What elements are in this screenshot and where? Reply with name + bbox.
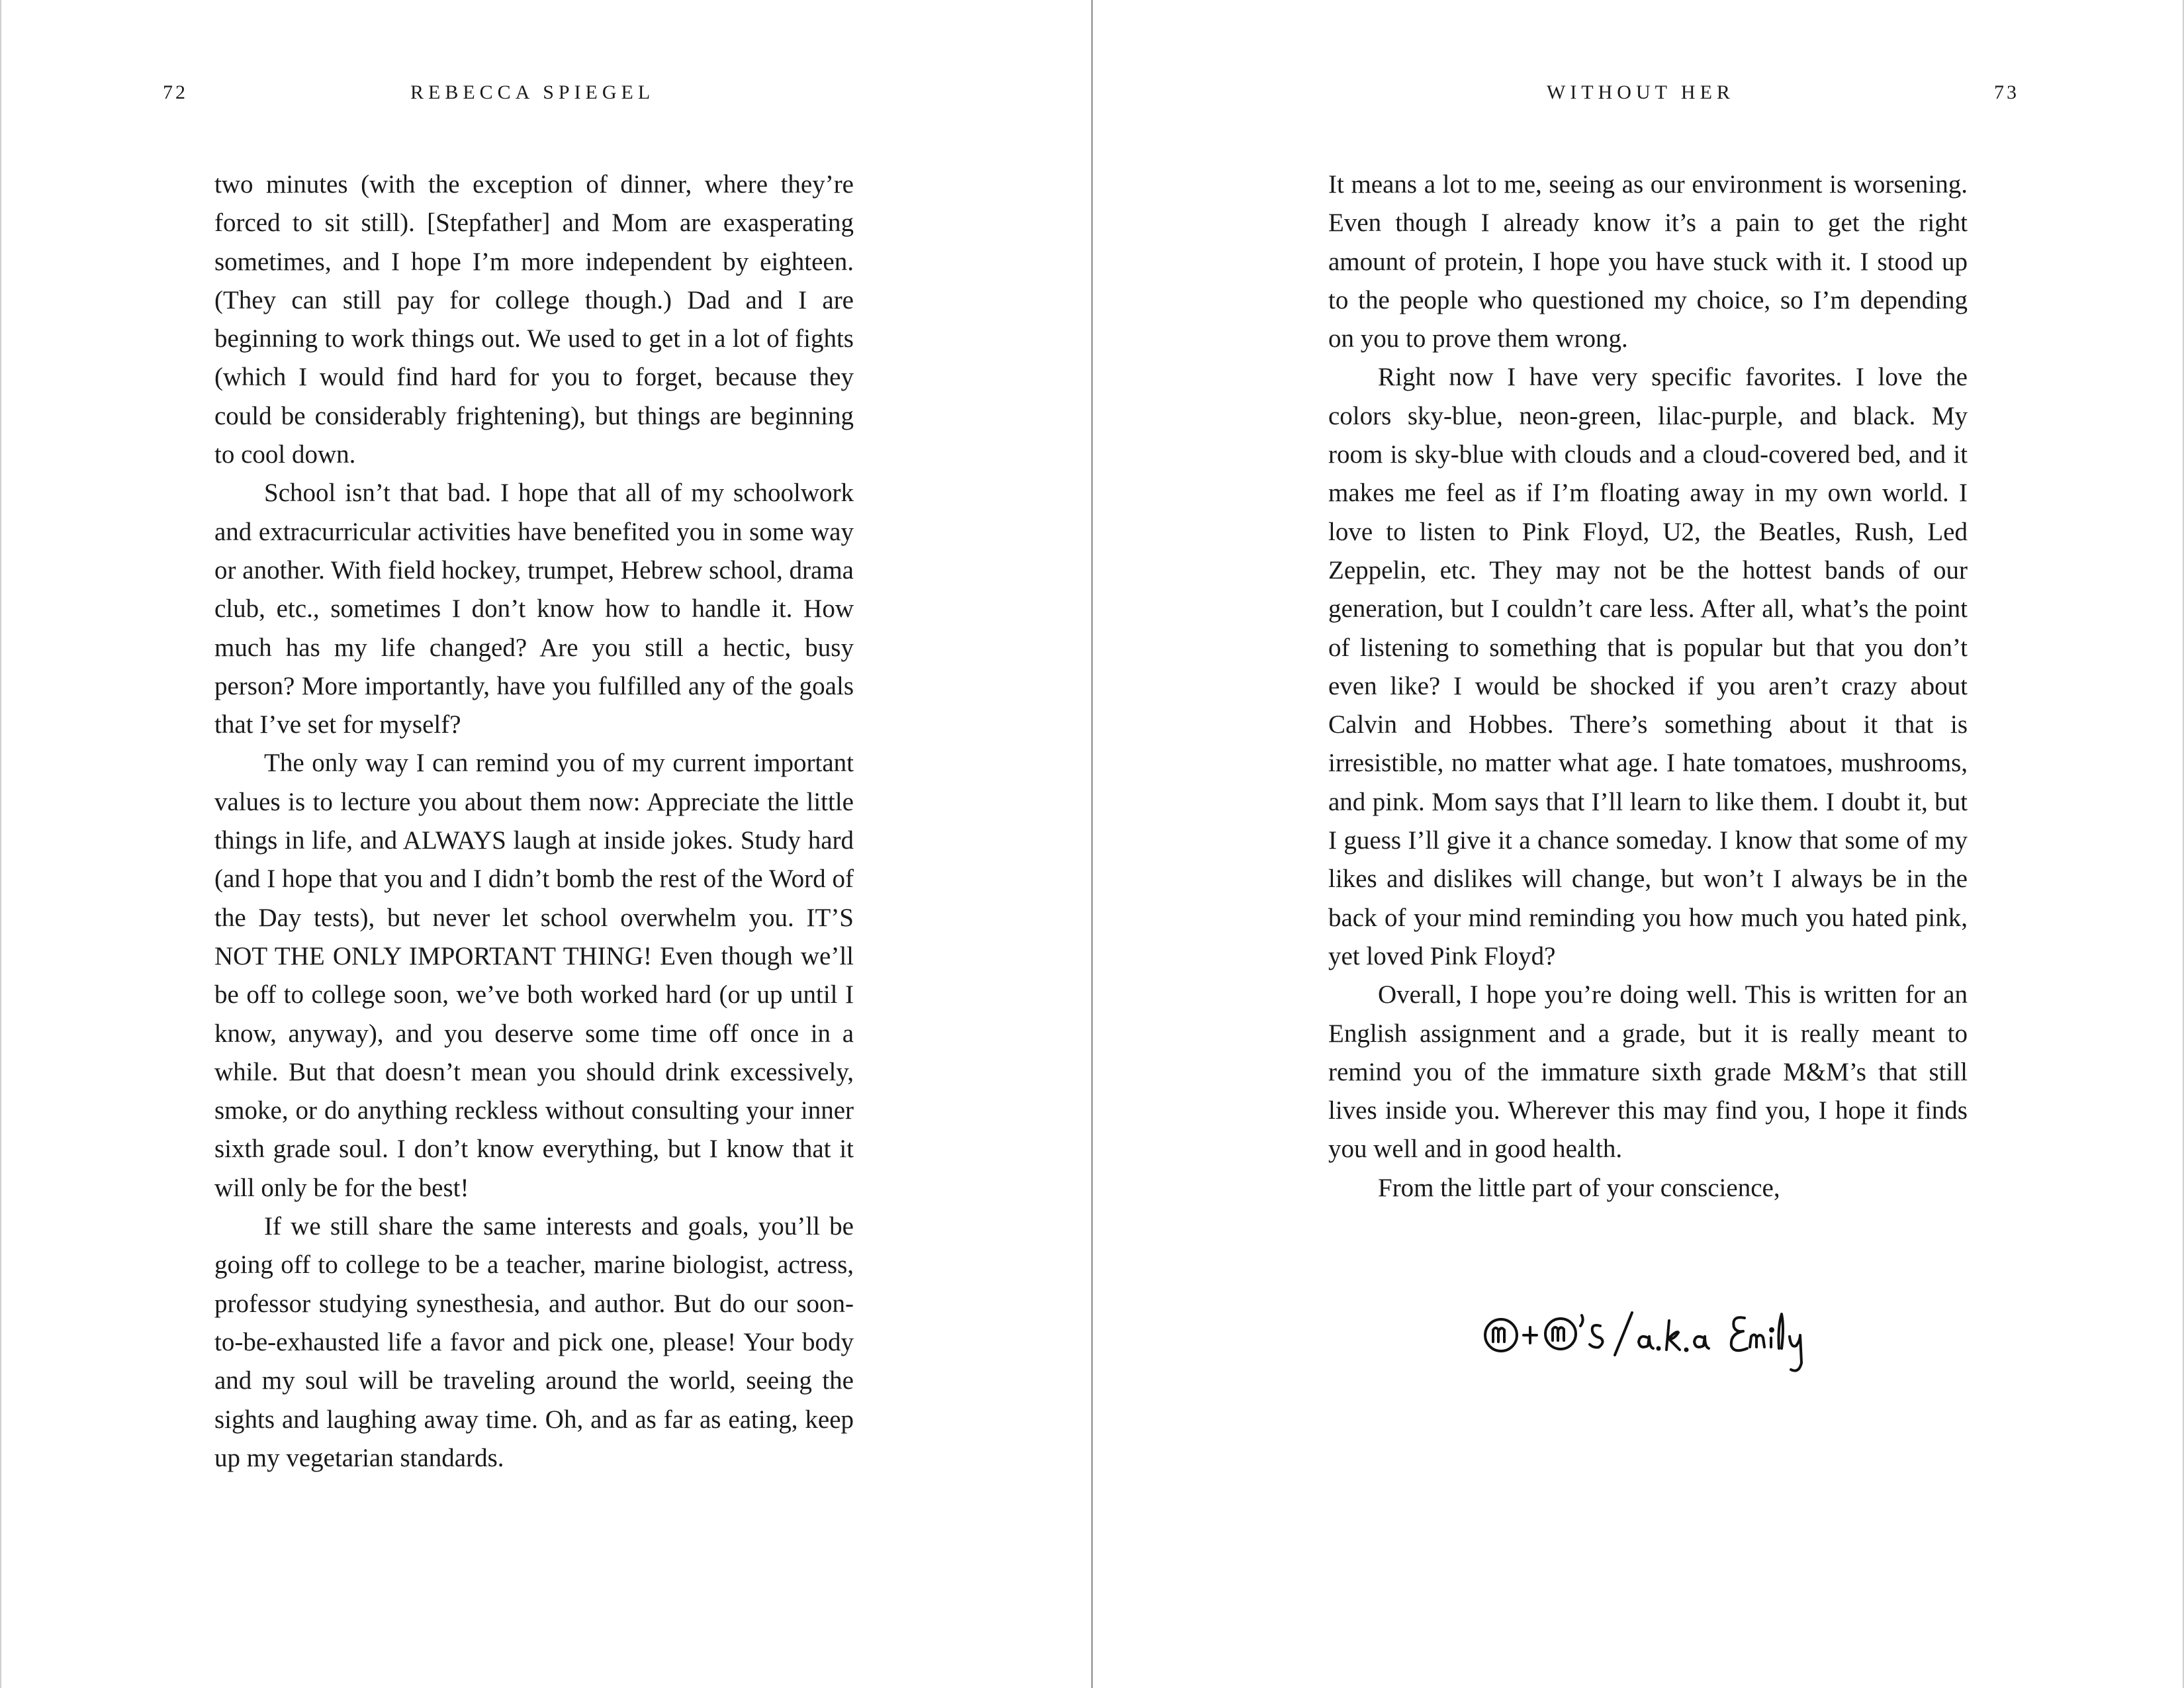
page-number-right: 73 xyxy=(1994,81,2019,103)
left-page xyxy=(0,0,1091,1688)
paragraph: If we still share the same interests and goals, you’ll be going off to college to be a teacher, marine biologist, actress, professor studying synesthesia, and author. But do our soon-to-be-exhausted life a favor and pick one, please! Your body and my soul will be traveling around the world, seeing the sights and laughing away time. Oh, and as far as eating, keep up my vegetarian standards. xyxy=(214,1212,854,1472)
paragraph: two minutes (with the exception of dinner, where they’re forced to sit still). [Stepfather] and Mom are exasperating sometimes, and I hope I’m more independent by eighteen. (They can still pay for college though.) Dad and I are beginning to work things out. We used to get in a lot of fights (which I would find hard for you to forget, because they could be considerably frightening), but things are beginning to cool down. xyxy=(214,170,854,469)
page-number-left: 72 xyxy=(163,81,188,103)
right-text-block xyxy=(1328,165,1968,1207)
handwritten-signature xyxy=(1482,1301,1827,1387)
running-head-title: WITHOUT HER xyxy=(1547,81,1735,103)
running-head-author: REBECCA SPIEGEL xyxy=(410,81,655,103)
paragraph: Right now I have very specific favorites. I love the colors sky-blue, neon-green, lilac-purple, and black. My room is sky-blue with clouds and a cloud-covered bed, and it makes me feel as if I’m floating away in my own world. I love to listen to Pink Floyd, U2, the Beatles, Rush, Led Zeppelin, etc. They may not be the hottest bands of our generation, but I couldn’t care less. After all, what’s the point of listening to something that is popular but that you don’t even like? I would be shocked if you aren’t crazy about Calvin and Hobbes. There’s something about it that is irresistible, no matter what age. I hate tomatoes, mushrooms, and pink. Mom says that I’ll learn to like them. I doubt it, but I guess I’ll give it a chance someday. I know that some of my likes and dislikes will change, but won’t I always be in the back of your mind reminding you how much you hated pink, yet loved Pink Floyd? xyxy=(1328,363,1968,970)
paragraph: School isn’t that bad. I hope that all of my schoolwork and extracurricular activities have benefited you in some way or another. With field hockey, trumpet, Hebrew school, drama club, etc., sometimes I don’t know how to handle it. How much has my life changed? Are you still a hectic, busy person? More importantly, have you fulfilled any of the goals that I’ve set for myself? xyxy=(214,479,854,739)
paragraph: It means a lot to me, seeing as our environment is worsening. Even though I already know it’s a pain to get the right amount of protein, I hope you have stuck with it. I stood up to the people who questioned my choice, so I’m depending on you to prove them wrong. xyxy=(1328,170,1968,353)
right-page xyxy=(1093,0,2184,1688)
paragraph: The only way I can remind you of my current important values is to lecture you about them now: Appreciate the little things in life, and ALWAYS laugh at inside jokes. Study hard (and I hope that you and I didn’t bomb the rest of the Word of the Day tests), but never let school overwhelm you. IT’S NOT THE ONLY IMPORTANT THING! Even though we’ll be off to college soon, we’ve both worked hard (or up until I know, anyway), and you deserve some time off once in a while. But that doesn’t mean you should drink excessively, smoke, or do anything reckless without consulting your inner sixth grade soul. I don’t know everything, but I know that it will only be for the best! xyxy=(214,749,854,1202)
paragraph: From the little part of your conscience, xyxy=(1378,1173,1780,1202)
paragraph: Overall, I hope you’re doing well. This is written for an English assignment and a grade, but it is really meant to remind you of the immature sixth grade M&M’s that still lives inside you. Wherever this may find you, I hope it finds you well and in good health. xyxy=(1328,980,1968,1164)
left-text-block xyxy=(214,165,854,1477)
